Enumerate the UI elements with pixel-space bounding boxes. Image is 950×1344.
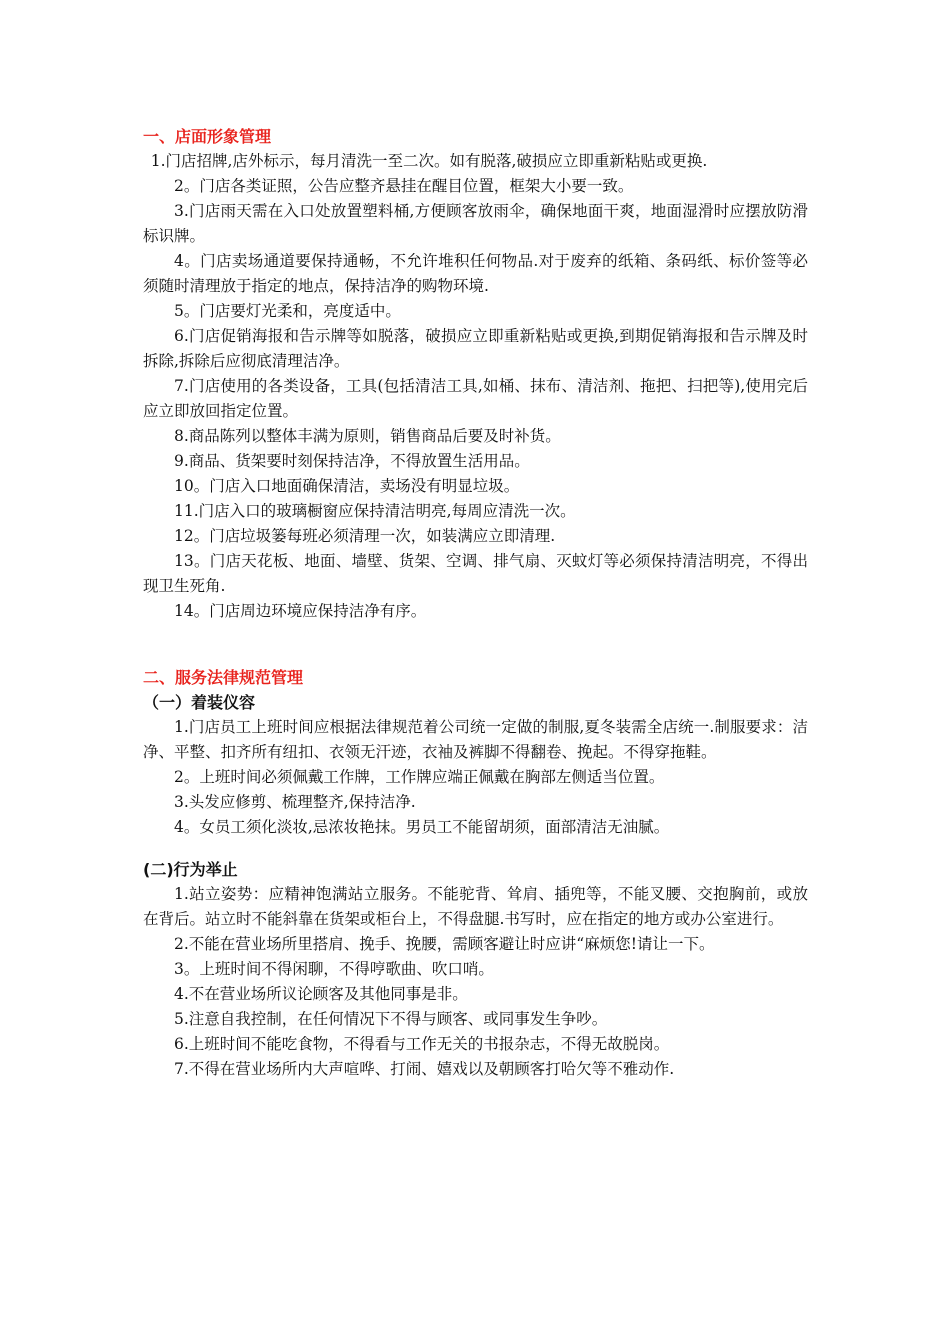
list-item: 4.不在营业场所议论顾客及其他同事是非。 <box>174 985 468 1003</box>
section-spacer <box>143 624 808 665</box>
list-item: 11.门店入口的玻璃橱窗应保持清洁明亮,每周应清洗一次。 <box>174 502 576 520</box>
list-item: 13。门店天花板、地面、墙壁、货架、空调、排气扇、灭蚊灯等必须保持清洁明亮，不得出现卫生死角. <box>143 552 808 595</box>
list-item: 3.门店雨天需在入口处放置塑料桶,方便顾客放雨伞，确保地面干爽，地面湿滑时应摆放防滑标识牌。 <box>143 202 808 245</box>
list-item: 12。门店垃圾篓每班必须清理一次，如装满应立即清理. <box>174 527 556 545</box>
list-item: 1.站立姿势：应精神饱满站立服务。不能驼背、耸肩、插兜等，不能叉腰、交抱胸前，或放在背后。站立时不能斜靠在货架或柜台上，不得盘腿.书写时，应在指定的地方或办公室进行。 <box>143 885 808 928</box>
list-item: 8.商品陈列以整体丰满为原则，销售商品后要及时补货。 <box>174 427 561 445</box>
list-item: 9.商品、货架要时刻保持洁净，不得放置生活用品。 <box>174 452 530 470</box>
subsection-2-title: (二)行为举止 <box>143 860 238 879</box>
subsection-1-list <box>143 715 808 840</box>
list-item: 4。门店卖场通道要保持通畅，不允许堆积任何物品.对于废弃的纸箱、条码纸、标价签等必须随时清理放于指定的地点，保持洁净的购物环境. <box>143 252 808 295</box>
list-item: 5.注意自我控制，在任何情况下不得与顾客、或同事发生争吵。 <box>174 1010 608 1028</box>
list-item: 6.门店促销海报和告示牌等如脱落，破损应立即重新粘贴或更换,到期促销海报和告示牌及时拆除,拆除后应彻底清理洁净。 <box>143 327 808 370</box>
list-item: 3.头发应修剪、梳理整齐,保持洁净. <box>174 793 416 811</box>
list-item: 7.门店使用的各类设备，工具(包括清洁工具,如桶、抹布、清洁剂、拖把、扫把等),使用完后应立即放回指定位置。 <box>143 377 808 420</box>
section-1-title: 一、店面形象管理 <box>143 127 272 146</box>
list-item: 2。上班时间必须佩戴工作牌，工作牌应端正佩戴在胸部左侧适当位置。 <box>174 768 665 786</box>
subsection-1-title: （一）着装仪容 <box>143 693 256 712</box>
document-page <box>143 124 808 1082</box>
section-2-title: 二、服务法律规范管理 <box>143 668 304 687</box>
list-item: 1.门店员工上班时间应根据法律规范着公司统一定做的制服,夏冬装需全店统一.制服要求：洁净、平整、扣齐所有纽扣、衣领无汗迹，衣袖及裤脚不得翻卷、挽起。不得穿拖鞋。 <box>143 718 808 761</box>
subsection-2-list <box>143 882 808 1082</box>
list-item: 7.不得在营业场所内大声喧哗、打闹、嬉戏以及朝顾客打哈欠等不雅动作. <box>174 1060 675 1078</box>
list-item: 2。门店各类证照，公告应整齐悬挂在醒目位置，框架大小要一致。 <box>174 177 634 195</box>
section-1-list <box>143 149 808 624</box>
list-item: 5。门店要灯光柔和，亮度适中。 <box>174 302 401 320</box>
list-item: 14。门店周边环境应保持洁净有序。 <box>174 602 427 620</box>
list-item: 6.上班时间不能吃食物，不得看与工作无关的书报杂志，不得无故脱岗。 <box>174 1035 670 1053</box>
list-item: 4。女员工须化淡妆,忌浓妆艳抹。男员工不能留胡须，面部清洁无油腻。 <box>174 818 670 836</box>
subsection-spacer <box>143 840 808 857</box>
list-item: 2.不能在营业场所里搭肩、挽手、挽腰，需顾客避让时应讲“麻烦您!请让一下。 <box>174 935 715 953</box>
list-item: 3。上班时间不得闲聊，不得哼歌曲、吹口哨。 <box>174 960 494 978</box>
list-item: 1.门店招牌,店外标示，每月清洗一至二次。如有脱落,破损应立即重新粘贴或更换. <box>150 152 708 170</box>
list-item: 10。门店入口地面确保清洁，卖场没有明显垃圾。 <box>174 477 520 495</box>
